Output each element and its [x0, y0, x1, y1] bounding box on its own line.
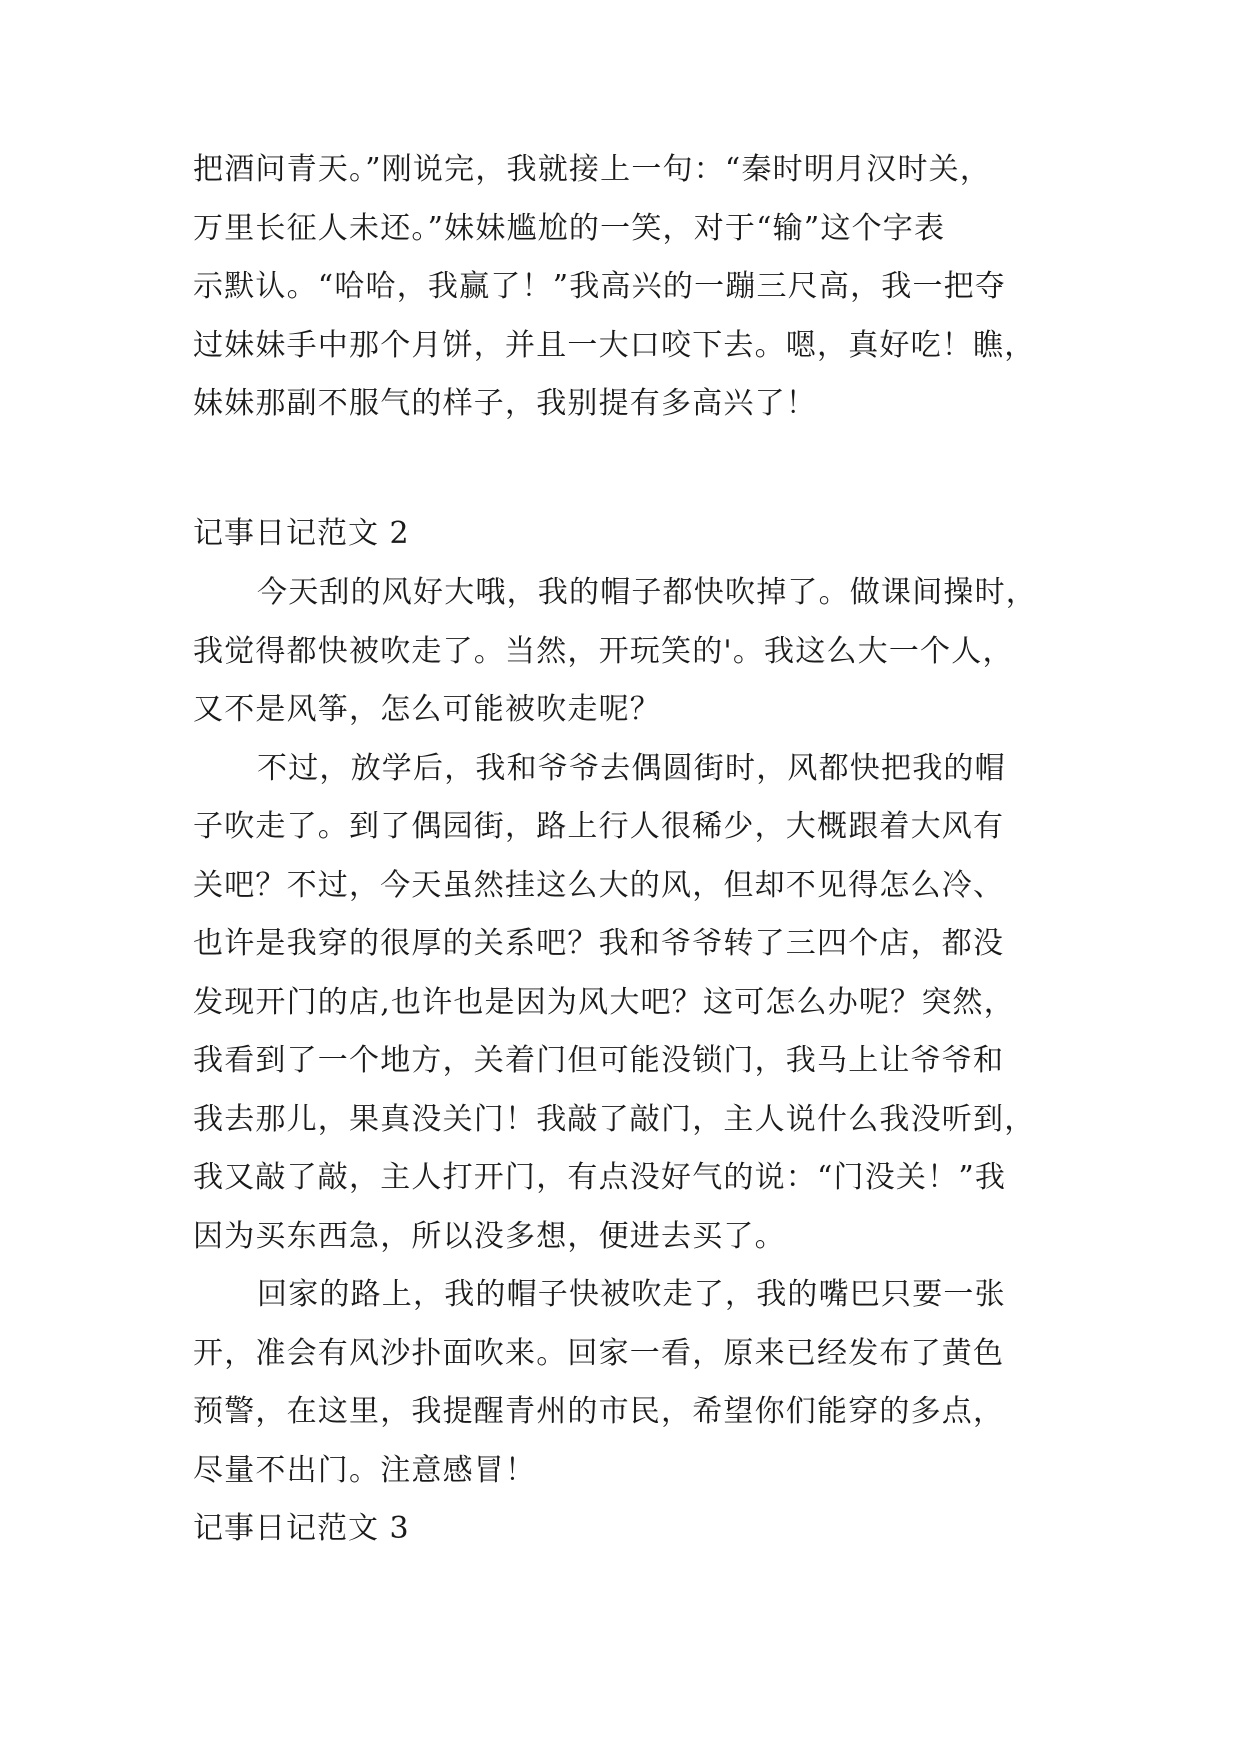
- text-line: 关吧？不过，今天虽然挂这么大的风，但却不见得怎么冷、: [193, 868, 1005, 903]
- text-line: 过妹妹手中那个月饼，并且一大口咬下去。嗯，真好吃！瞧，: [193, 328, 1036, 363]
- text-line: 预警，在这里，我提醒青州的市民，希望你们能穿的多点，: [193, 1394, 1005, 1429]
- text-line: 不过，放学后，我和爷爷去偶圆街时，风都快把我的帽: [257, 751, 1006, 786]
- text-line: 我看到了一个地方，关着门但可能没锁门，我马上让爷爷和: [193, 1043, 1005, 1078]
- text-line: 也许是我穿的很厚的关系吧？我和爷爷转了三四个店，都没: [193, 926, 1005, 961]
- text-line: 我又敲了敲，主人打开门，有点没好气的说：“门没关！”我: [193, 1160, 1007, 1195]
- text-line: 发现开门的店,也许也是因为风大吧？这可怎么办呢？突然，: [193, 985, 1015, 1020]
- text-line: 妹妹那副不服气的样子，我别提有多高兴了！: [193, 386, 817, 421]
- text-line: 开，准会有风沙扑面吹来。回家一看，原来已经发布了黄色: [193, 1336, 1005, 1371]
- text-line: 又不是风筝，怎么可能被吹走呢？: [193, 692, 661, 727]
- text-line: 今天刮的风好大哦，我的帽子都快吹掉了。做课间操时，: [257, 575, 1037, 610]
- text-line: 尽量不出门。注意感冒！: [193, 1453, 537, 1488]
- text-line: 因为买东西急，所以没多想，便进去买了。: [193, 1219, 786, 1254]
- section-title: 记事日记范文 2: [193, 516, 410, 551]
- text-line: 子吹走了。到了偶园街，路上行人很稀少，大概跟着大风有: [193, 809, 1005, 844]
- text-line: 把酒问青天。”刚说完，我就接上一句：“秦时明月汉时关，: [193, 152, 992, 187]
- section-title: 记事日记范文 3: [193, 1511, 410, 1546]
- text-line: 万里长征人未还。”妹妹尴尬的一笑，对于“输”这个字表: [193, 211, 946, 246]
- text-line: 回家的路上，我的帽子快被吹走了，我的嘴巴只要一张: [257, 1277, 1006, 1312]
- text-line: 我觉得都快被吹走了。当然，开玩笑的'。我这么大一个人，: [193, 634, 1014, 669]
- text-line: 我去那儿，果真没关门！我敲了敲门，主人说什么我没听到，: [193, 1102, 1036, 1137]
- text-line: 示默认。“哈哈，我赢了！”我高兴的一蹦三尺高，我一把夺: [193, 269, 1007, 304]
